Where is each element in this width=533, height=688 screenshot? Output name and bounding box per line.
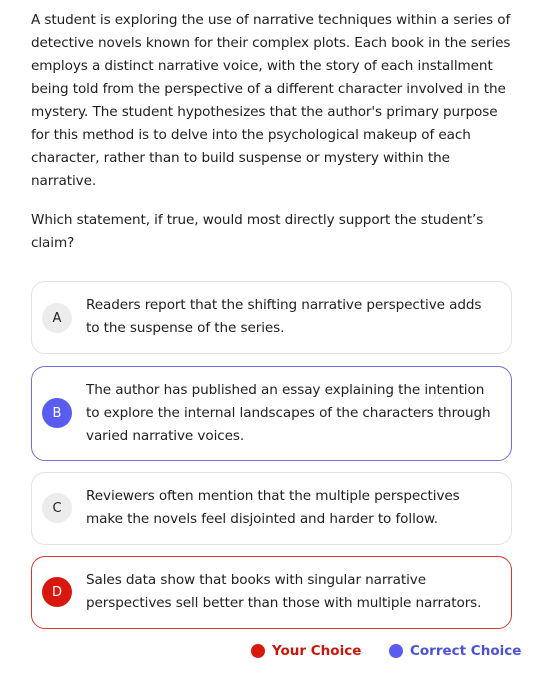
legend-correct-choice-label: Correct Choice xyxy=(410,643,522,659)
option-a-badge: A xyxy=(42,303,72,333)
passage-text: A student is exploring the use of narrative techniques within a series of detective novels known for their complex plots. Each book in the series employs a distinct narrative voice, with the story of each installment being told from the perspective of a different character involved in the mystery. The student hypothesizes that the author's primary purpose for this method is to delve into the psychological makeup of each character, rather than to build suspense or mystery within the narrative. xyxy=(31,12,511,189)
option-a-text: Readers report that the shifting narrative perspective adds to the suspense of the series. xyxy=(86,297,482,336)
option-d[interactable] xyxy=(31,556,512,629)
option-b[interactable] xyxy=(31,366,512,461)
option-a[interactable] xyxy=(31,281,512,354)
option-d-text: Sales data show that books with singular narrative perspectives sell better than those with multiple narrators. xyxy=(86,572,482,611)
question-text: Which statement, if true, would most directly support the student’s claim? xyxy=(31,212,484,251)
legend-correct-choice xyxy=(389,641,521,661)
correct-choice-dot-icon xyxy=(389,644,403,658)
legend-your-choice-label: Your Choice xyxy=(272,643,362,659)
option-d-badge: D xyxy=(42,577,72,607)
legend-your-choice xyxy=(251,641,361,661)
option-b-text: The author has published an essay explaining the intention to explore the internal landscapes of the characters through varied narrative voices. xyxy=(86,382,491,444)
option-c[interactable] xyxy=(31,472,512,545)
option-c-text: Reviewers often mention that the multiple perspectives make the novels feel disjointed and harder to follow. xyxy=(86,488,460,527)
option-b-badge: B xyxy=(42,398,72,428)
option-c-badge: C xyxy=(42,493,72,523)
your-choice-dot-icon xyxy=(251,644,265,658)
